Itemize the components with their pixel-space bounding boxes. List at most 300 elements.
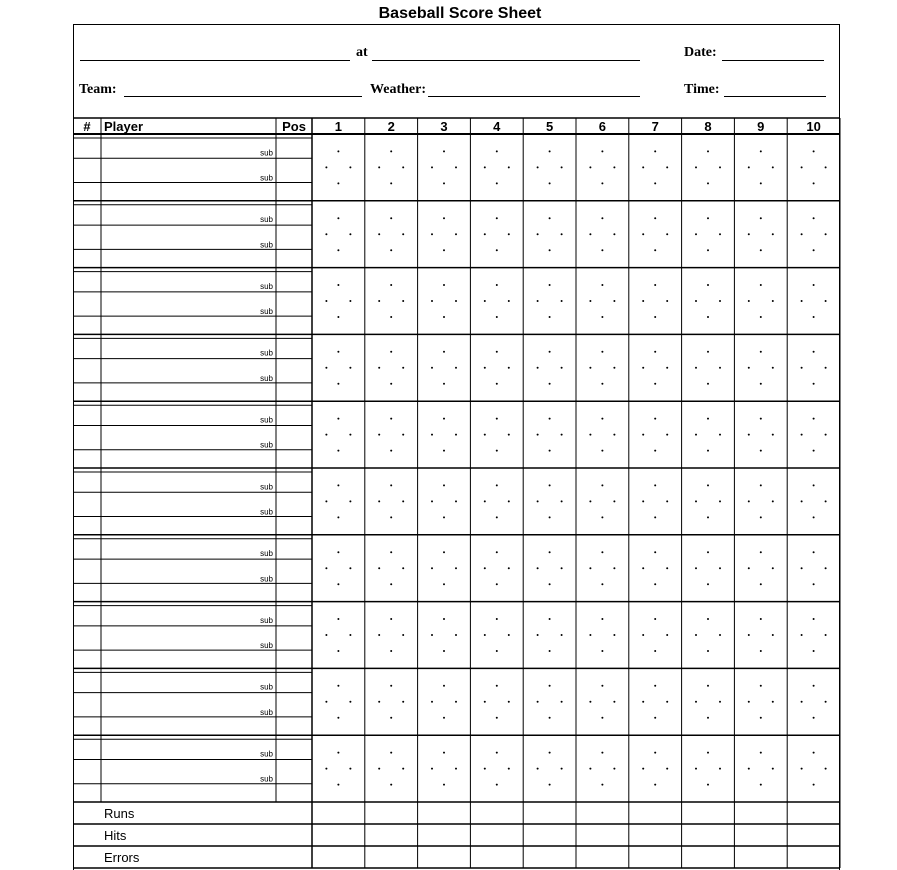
base-dot xyxy=(484,701,486,703)
base-dot xyxy=(589,500,591,502)
base-dot xyxy=(484,434,486,436)
base-dot xyxy=(654,182,656,184)
base-dot xyxy=(642,434,644,436)
base-dot xyxy=(537,701,539,703)
sub-label: sub xyxy=(260,415,273,425)
base-dot xyxy=(695,233,697,235)
base-dot xyxy=(642,500,644,502)
base-dot xyxy=(654,516,656,518)
base-dot xyxy=(325,434,327,436)
inning-header-6: 6 xyxy=(598,119,607,134)
base-dot xyxy=(825,701,827,703)
at-label: at xyxy=(356,45,368,60)
base-dot xyxy=(402,634,404,636)
base-dot xyxy=(443,650,445,652)
base-dot xyxy=(337,450,339,452)
base-dot xyxy=(496,450,498,452)
base-dot xyxy=(549,316,551,318)
base-dot xyxy=(813,516,815,518)
base-dot xyxy=(337,583,339,585)
base-dot xyxy=(496,685,498,687)
base-dot xyxy=(825,768,827,770)
base-dot xyxy=(654,784,656,786)
base-dot xyxy=(813,316,815,318)
base-dot xyxy=(707,450,709,452)
base-dot xyxy=(707,551,709,553)
base-dot xyxy=(325,367,327,369)
base-dot xyxy=(561,300,563,302)
base-dot xyxy=(561,634,563,636)
base-dot xyxy=(325,166,327,168)
base-dot xyxy=(337,351,339,353)
base-dot xyxy=(549,450,551,452)
base-dot xyxy=(642,567,644,569)
inning-header-2: 2 xyxy=(387,119,395,134)
base-dot xyxy=(772,434,774,436)
base-dot xyxy=(719,701,721,703)
base-dot xyxy=(760,717,762,719)
base-dot xyxy=(537,233,539,235)
base-dot xyxy=(707,383,709,385)
base-dot xyxy=(760,217,762,219)
base-dot xyxy=(549,685,551,687)
base-dot xyxy=(589,367,591,369)
base-dot xyxy=(654,717,656,719)
base-dot xyxy=(707,752,709,754)
base-dot xyxy=(707,217,709,219)
base-dot xyxy=(707,516,709,518)
base-dot xyxy=(508,233,510,235)
base-dot xyxy=(390,551,392,553)
base-dot xyxy=(549,583,551,585)
base-dot xyxy=(719,434,721,436)
base-dot xyxy=(589,768,591,770)
base-dot xyxy=(325,567,327,569)
base-dot xyxy=(813,685,815,687)
base-dot xyxy=(760,650,762,652)
base-dot xyxy=(801,634,803,636)
base-dot xyxy=(589,300,591,302)
sub-label: sub xyxy=(260,240,273,250)
base-dot xyxy=(601,717,603,719)
base-dot xyxy=(760,516,762,518)
base-dot xyxy=(431,567,433,569)
base-dot xyxy=(561,768,563,770)
base-dot xyxy=(561,500,563,502)
base-dot xyxy=(695,634,697,636)
base-dot xyxy=(484,634,486,636)
base-dot xyxy=(484,367,486,369)
base-dot xyxy=(390,351,392,353)
base-dot xyxy=(443,752,445,754)
base-dot xyxy=(707,784,709,786)
base-dot xyxy=(601,150,603,152)
base-dot xyxy=(813,784,815,786)
base-dot xyxy=(537,367,539,369)
base-dot xyxy=(589,434,591,436)
num-header: # xyxy=(83,119,91,134)
base-dot xyxy=(402,233,404,235)
base-dot xyxy=(443,717,445,719)
base-dot xyxy=(654,450,656,452)
base-dot xyxy=(772,500,774,502)
base-dot xyxy=(496,383,498,385)
base-dot xyxy=(402,434,404,436)
base-dot xyxy=(719,768,721,770)
base-dot xyxy=(601,784,603,786)
base-dot xyxy=(390,450,392,452)
base-dot xyxy=(760,418,762,420)
base-dot xyxy=(455,768,457,770)
base-dot xyxy=(378,233,380,235)
base-dot xyxy=(349,634,351,636)
base-dot xyxy=(484,233,486,235)
base-dot xyxy=(760,316,762,318)
base-dot xyxy=(801,567,803,569)
base-dot xyxy=(378,434,380,436)
pos-header: Pos xyxy=(282,119,306,134)
base-dot xyxy=(337,650,339,652)
base-dot xyxy=(325,500,327,502)
base-dot xyxy=(813,484,815,486)
base-dot xyxy=(613,300,615,302)
base-dot xyxy=(561,701,563,703)
base-dot xyxy=(496,618,498,620)
base-dot xyxy=(455,567,457,569)
base-dot xyxy=(390,717,392,719)
base-dot xyxy=(349,300,351,302)
base-dot xyxy=(496,284,498,286)
base-dot xyxy=(390,583,392,585)
base-dot xyxy=(390,284,392,286)
base-dot xyxy=(613,768,615,770)
base-dot xyxy=(707,685,709,687)
base-dot xyxy=(813,450,815,452)
base-dot xyxy=(707,249,709,251)
base-dot xyxy=(549,383,551,385)
base-dot xyxy=(390,516,392,518)
base-dot xyxy=(496,182,498,184)
base-dot xyxy=(825,500,827,502)
inning-header-1: 1 xyxy=(334,119,343,134)
base-dot xyxy=(613,166,615,168)
base-dot xyxy=(601,217,603,219)
base-dot xyxy=(443,516,445,518)
base-dot xyxy=(589,567,591,569)
base-dot xyxy=(455,634,457,636)
sub-label: sub xyxy=(260,549,273,559)
base-dot xyxy=(431,634,433,636)
base-dot xyxy=(813,150,815,152)
base-dot xyxy=(719,367,721,369)
base-dot xyxy=(537,300,539,302)
base-dot xyxy=(760,752,762,754)
base-dot xyxy=(772,233,774,235)
base-dot xyxy=(642,233,644,235)
base-dot xyxy=(484,768,486,770)
base-dot xyxy=(337,717,339,719)
base-dot xyxy=(508,768,510,770)
base-dot xyxy=(601,551,603,553)
base-dot xyxy=(325,701,327,703)
base-dot xyxy=(707,284,709,286)
time-label: Time: xyxy=(684,82,720,97)
base-dot xyxy=(666,367,668,369)
base-dot xyxy=(378,567,380,569)
base-dot xyxy=(772,701,774,703)
base-dot xyxy=(390,618,392,620)
base-dot xyxy=(484,567,486,569)
base-dot xyxy=(337,316,339,318)
totals-label-runs: Runs xyxy=(104,806,135,821)
base-dot xyxy=(748,233,750,235)
base-dot xyxy=(666,768,668,770)
base-dot xyxy=(484,500,486,502)
base-dot xyxy=(666,166,668,168)
base-dot xyxy=(378,367,380,369)
base-dot xyxy=(601,351,603,353)
base-dot xyxy=(390,150,392,152)
base-dot xyxy=(642,701,644,703)
base-dot xyxy=(349,701,351,703)
base-dot xyxy=(813,717,815,719)
base-dot xyxy=(508,500,510,502)
base-dot xyxy=(443,284,445,286)
base-dot xyxy=(431,701,433,703)
base-dot xyxy=(390,316,392,318)
base-dot xyxy=(443,618,445,620)
base-dot xyxy=(337,784,339,786)
base-dot xyxy=(402,367,404,369)
sub-label: sub xyxy=(260,281,273,291)
base-dot xyxy=(695,567,697,569)
base-dot xyxy=(772,567,774,569)
base-dot xyxy=(443,249,445,251)
base-dot xyxy=(378,768,380,770)
base-dot xyxy=(719,166,721,168)
base-dot xyxy=(402,166,404,168)
base-dot xyxy=(825,367,827,369)
base-dot xyxy=(642,300,644,302)
base-dot xyxy=(654,351,656,353)
weather-label: Weather: xyxy=(370,82,426,97)
player-header: Player xyxy=(104,119,144,134)
base-dot xyxy=(695,768,697,770)
base-dot xyxy=(390,182,392,184)
sub-label: sub xyxy=(260,215,273,225)
sub-label: sub xyxy=(260,574,273,584)
base-dot xyxy=(561,233,563,235)
base-dot xyxy=(654,484,656,486)
base-dot xyxy=(390,217,392,219)
base-dot xyxy=(654,685,656,687)
base-dot xyxy=(325,300,327,302)
base-dot xyxy=(549,150,551,152)
base-dot xyxy=(772,768,774,770)
base-dot xyxy=(813,650,815,652)
base-dot xyxy=(390,784,392,786)
base-dot xyxy=(537,634,539,636)
base-dot xyxy=(760,182,762,184)
base-dot xyxy=(748,701,750,703)
base-dot xyxy=(496,784,498,786)
base-dot xyxy=(549,284,551,286)
base-dot xyxy=(813,284,815,286)
base-dot xyxy=(613,701,615,703)
sub-label: sub xyxy=(260,682,273,692)
base-dot xyxy=(695,300,697,302)
base-dot xyxy=(601,182,603,184)
base-dot xyxy=(402,300,404,302)
base-dot xyxy=(813,351,815,353)
inning-header-7: 7 xyxy=(651,119,659,134)
sub-label: sub xyxy=(260,482,273,492)
base-dot xyxy=(707,583,709,585)
base-dot xyxy=(654,551,656,553)
base-dot xyxy=(537,768,539,770)
base-dot xyxy=(801,300,803,302)
base-dot xyxy=(455,300,457,302)
base-dot xyxy=(390,752,392,754)
base-dot xyxy=(719,233,721,235)
base-dot xyxy=(666,634,668,636)
base-dot xyxy=(337,516,339,518)
base-dot xyxy=(496,351,498,353)
base-dot xyxy=(337,249,339,251)
base-dot xyxy=(813,383,815,385)
base-dot xyxy=(549,551,551,553)
base-dot xyxy=(719,500,721,502)
sub-label: sub xyxy=(260,507,273,517)
base-dot xyxy=(496,650,498,652)
base-dot xyxy=(748,768,750,770)
base-dot xyxy=(549,618,551,620)
base-dot xyxy=(390,484,392,486)
base-dot xyxy=(549,351,551,353)
base-dot xyxy=(695,701,697,703)
base-dot xyxy=(760,383,762,385)
base-dot xyxy=(748,367,750,369)
base-dot xyxy=(760,284,762,286)
base-dot xyxy=(390,418,392,420)
sub-label: sub xyxy=(260,348,273,358)
base-dot xyxy=(443,784,445,786)
base-dot xyxy=(707,717,709,719)
base-dot xyxy=(325,233,327,235)
base-dot xyxy=(402,768,404,770)
base-dot xyxy=(337,418,339,420)
base-dot xyxy=(748,166,750,168)
base-dot xyxy=(760,583,762,585)
base-dot xyxy=(719,634,721,636)
inning-header-9: 9 xyxy=(757,119,765,134)
inning-header-3: 3 xyxy=(440,119,448,134)
base-dot xyxy=(455,233,457,235)
base-dot xyxy=(561,367,563,369)
base-dot xyxy=(654,383,656,385)
base-dot xyxy=(707,650,709,652)
base-dot xyxy=(443,217,445,219)
base-dot xyxy=(561,567,563,569)
base-dot xyxy=(443,551,445,553)
base-dot xyxy=(613,233,615,235)
base-dot xyxy=(813,182,815,184)
base-dot xyxy=(508,701,510,703)
base-dot xyxy=(760,450,762,452)
base-dot xyxy=(537,500,539,502)
base-dot xyxy=(666,233,668,235)
base-dot xyxy=(455,367,457,369)
base-dot xyxy=(654,752,656,754)
base-dot xyxy=(496,150,498,152)
base-dot xyxy=(613,634,615,636)
base-dot xyxy=(508,434,510,436)
base-dot xyxy=(695,166,697,168)
base-dot xyxy=(654,316,656,318)
base-dot xyxy=(549,516,551,518)
base-dot xyxy=(760,551,762,553)
base-dot xyxy=(813,551,815,553)
base-dot xyxy=(431,768,433,770)
totals-label-errors: Errors xyxy=(104,850,140,865)
base-dot xyxy=(455,434,457,436)
base-dot xyxy=(561,166,563,168)
base-dot xyxy=(349,768,351,770)
base-dot xyxy=(431,434,433,436)
sub-label: sub xyxy=(260,707,273,717)
base-dot xyxy=(496,249,498,251)
base-dot xyxy=(455,166,457,168)
base-dot xyxy=(601,316,603,318)
base-dot xyxy=(508,367,510,369)
base-dot xyxy=(549,650,551,652)
base-dot xyxy=(654,217,656,219)
base-dot xyxy=(561,434,563,436)
sub-label: sub xyxy=(260,615,273,625)
base-dot xyxy=(549,784,551,786)
base-dot xyxy=(801,768,803,770)
base-dot xyxy=(337,551,339,553)
base-dot xyxy=(496,418,498,420)
base-dot xyxy=(443,450,445,452)
base-dot xyxy=(748,500,750,502)
base-dot xyxy=(537,434,539,436)
base-dot xyxy=(337,150,339,152)
base-dot xyxy=(801,233,803,235)
base-dot xyxy=(349,367,351,369)
base-dot xyxy=(666,500,668,502)
base-dot xyxy=(772,634,774,636)
base-dot xyxy=(813,752,815,754)
base-dot xyxy=(666,434,668,436)
base-dot xyxy=(601,418,603,420)
team-label: Team: xyxy=(79,82,117,97)
base-dot xyxy=(760,484,762,486)
base-dot xyxy=(601,618,603,620)
base-dot xyxy=(613,434,615,436)
base-dot xyxy=(349,434,351,436)
base-dot xyxy=(813,583,815,585)
base-dot xyxy=(443,351,445,353)
base-dot xyxy=(549,249,551,251)
base-dot xyxy=(825,634,827,636)
base-dot xyxy=(443,182,445,184)
base-dot xyxy=(508,300,510,302)
base-dot xyxy=(549,418,551,420)
base-dot xyxy=(431,500,433,502)
sub-label: sub xyxy=(260,307,273,317)
base-dot xyxy=(719,300,721,302)
